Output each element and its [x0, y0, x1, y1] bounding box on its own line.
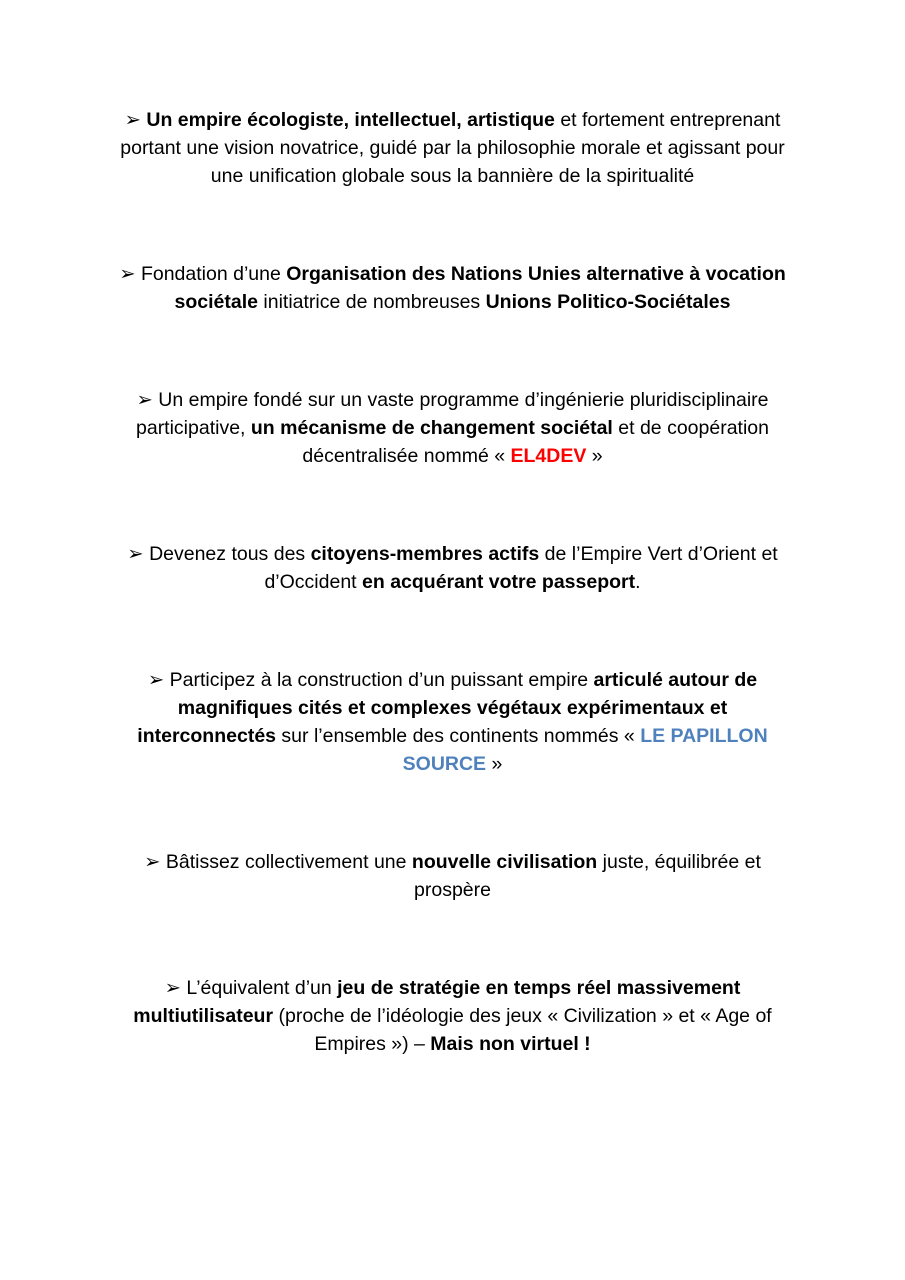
text-segment: » [486, 753, 503, 775]
text-segment: Mais non virtuel ! [430, 1033, 591, 1055]
text-segment: Empires ») – [314, 1033, 431, 1055]
text-segment: » [586, 445, 603, 467]
bullet-paragraph [83, 260, 823, 316]
text-segment: un mécanisme de changement sociétal [250, 417, 613, 439]
highlighted-text: LE PAPILLON [640, 725, 768, 747]
text-segment: d’Occident [264, 571, 363, 593]
text-segment: prospère [414, 879, 491, 901]
bullet-paragraph [83, 666, 823, 778]
text-segment: une unification globale sous la bannière de la spiritualité [210, 165, 695, 187]
text-segment: Participez à la construction d’un puissant empire [169, 669, 594, 691]
text-segment: et de coopération [612, 417, 769, 439]
bullet-paragraph [83, 974, 823, 1058]
arrow-bullet-icon: ➢ [127, 543, 150, 565]
text-segment: Bâtissez collectivement une [165, 851, 412, 873]
text-segment: juste, équilibrée et [597, 851, 761, 873]
text-segment: décentralisée nommé « [302, 445, 511, 467]
text-segment: portant une vision novatrice, guidé par la philosophie morale et agissant pour [120, 137, 785, 159]
text-segment: initiatrice de nombreuses [257, 291, 486, 313]
highlighted-text: EL4DEV [510, 445, 587, 467]
text-segment: jeu de stratégie en temps réel massivement [337, 977, 741, 999]
text-segment: Devenez tous des [149, 543, 311, 565]
text-segment: Unions Politico-Sociétales [485, 291, 731, 313]
text-segment: sociétale [174, 291, 258, 313]
text-segment: interconnectés [137, 725, 277, 747]
text-segment: articulé autour de [593, 669, 758, 691]
text-segment: nouvelle civilisation [411, 851, 598, 873]
arrow-bullet-icon: ➢ [144, 851, 166, 873]
text-segment: Organisation des Nations Unies alternative à vocation [286, 263, 786, 285]
text-segment: Un empire écologiste, intellectuel, artistique [146, 109, 555, 131]
bullet-paragraph [83, 106, 823, 190]
bullet-paragraph [83, 848, 823, 904]
arrow-bullet-icon: ➢ [164, 977, 187, 999]
text-segment: sur l’ensemble des continents nommés « [276, 725, 641, 747]
arrow-bullet-icon: ➢ [124, 109, 147, 131]
text-segment: multiutilisateur [133, 1005, 274, 1027]
text-segment: . [635, 571, 641, 593]
document-content [83, 0, 823, 1058]
text-segment: en acquérant votre passeport [362, 571, 636, 593]
text-segment: de l’Empire Vert d’Orient et [539, 543, 778, 565]
text-segment: magnifiques cités et complexes végétaux expérimentaux et [177, 697, 728, 719]
highlighted-text: SOURCE [402, 753, 487, 775]
text-segment: L’équivalent d’un [186, 977, 338, 999]
arrow-bullet-icon: ➢ [119, 263, 141, 285]
text-segment: et fortement entreprenant [554, 109, 781, 131]
bullet-paragraph [83, 386, 823, 470]
text-segment: citoyens-membres actifs [310, 543, 540, 565]
arrow-bullet-icon: ➢ [147, 669, 170, 691]
text-segment: participative, [136, 417, 251, 439]
text-segment: (proche de l’idéologie des jeux « Civilization » et « Age of [273, 1005, 772, 1027]
bullet-paragraph [83, 540, 823, 596]
text-segment: Fondation d’une [140, 263, 287, 285]
arrow-bullet-icon: ➢ [136, 389, 159, 411]
text-segment: Un empire fondé sur un vaste programme d’ingénierie pluridisciplinaire [158, 389, 769, 411]
